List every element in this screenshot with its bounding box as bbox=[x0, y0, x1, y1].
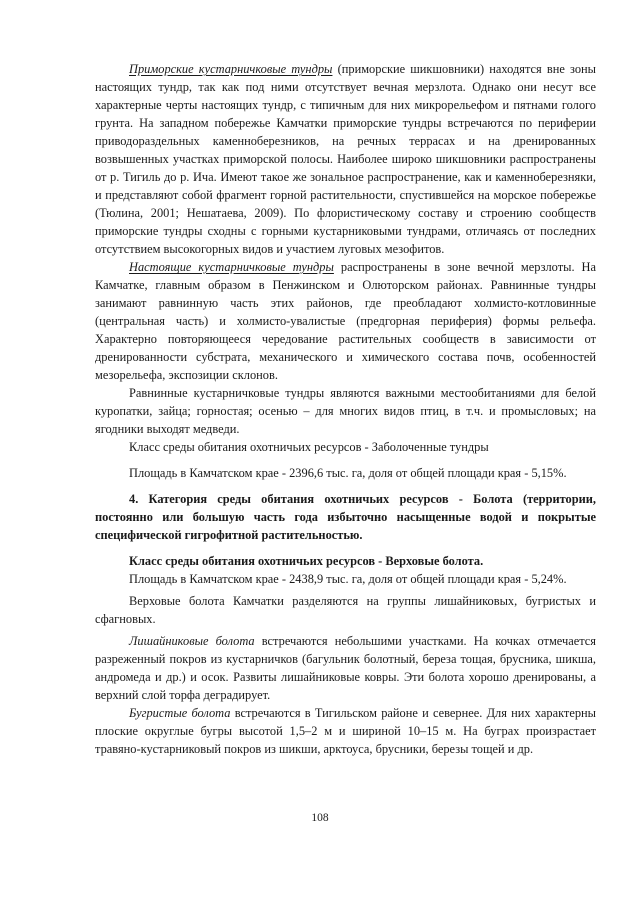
paragraph-coastal-tundra bbox=[95, 60, 596, 258]
paragraph-text: встречаются в Тигильском районе и севернее. Для них характерны плоские округлые бугры высотой 1,5–2 м и шириной 10–15 м. На буграх произрастает травяно-кустарниковый покров из шикши, арктоуса, брусники, березы тощей и др. bbox=[95, 706, 596, 756]
paragraph-hummocky-bogs bbox=[95, 704, 596, 758]
paragraph-text: распространены в зоне вечной мерзлоты. На Камчатке, главным образом в Пенжинском и Олюторском районах. Равнинные тундры занимают равнинную часть этих районов, где преобладают холмисто-котловинные (центральная часть) и холмисто-увалистые (предгорная периферия) формы рельефа. Характерно повторяющееся чередование растительных сообществ в зависимости от дренированности субстрата, механического и химического состава почв, особенностей мезорельефа, экспозиции склонов. bbox=[95, 260, 596, 382]
paragraph-text: (приморские шикшовники) находятся вне зоны настоящих тундр, так как под ними отсутствует вечная мерзлота. Однако они несут все характерные черты настоящих тундр, с типичным для них микрорельефом и пятнами голого грунта. На западном побережье Камчатки приморские тундры встречаются по периферии приводораздельных каменноберезников, на речных террасах и на дренированных возвышенных участках приморской полосы. Наиболее широко шикшовники распространены от р. Тигиль до р. Ича. Имеют такое же зональное распространение, как и каменноберезняки, и представляют собой фрагмент горной растительности, спустившейся на морское побережье (Тюлина, 2001; Нешатаева, 2009). По флористическому составу и строению сообществ приморские тундры сходны с горными кустарниковыми тундрами, отличаясь от последних отсутствием высокогорных видов и участием луговых мезофитов. bbox=[95, 62, 597, 256]
term-coastal-shrub-tundra: Приморские кустарничковые тундры bbox=[129, 62, 333, 76]
paragraph-true-tundra bbox=[95, 258, 596, 384]
page-number: 108 bbox=[311, 812, 329, 824]
habitat-class-swampy-tundra: Класс среды обитания охотничьих ресурсов - Заболоченные тундры bbox=[129, 440, 489, 454]
category-heading-bogs: 4. Категория среды обитания охотничьих ресурсов - Болота (территории, постоянно или большую часть года избыточно насыщенные водой и покрытые специфической гигрофитной растительностью. bbox=[95, 492, 596, 542]
paragraph-lichen-bogs bbox=[95, 632, 596, 704]
paragraph-raised-bog-groups: Верховые болота Камчатки разделяются на группы лишайниковых, бугристых и сфагновых. bbox=[95, 594, 596, 626]
paragraph-text: встречаются небольшими участками. На кочках отмечается разреженный покров из кустарничков (багульник болотный, береза тощая, брусника, шикша, андромеда и др.) и осок. Развиты лишайниковые ковры. Эти болота хорошо дренированы, а верхний слой торфа деградирует. bbox=[95, 634, 596, 702]
area-swampy-tundra: Площадь в Камчатском крае - 2396,6 тыс. га, доля от общей площади края - 5,15%. bbox=[129, 466, 567, 480]
area-raised-bogs: Площадь в Камчатском крае - 2438,9 тыс. га, доля от общей площади края - 5,24%. bbox=[129, 572, 567, 586]
term-true-shrub-tundra: Настоящие кустарничковые тундры bbox=[129, 260, 334, 274]
term-lichen-bogs: Лишайниковые болота bbox=[129, 634, 255, 648]
habitat-class-raised-bogs: Класс среды обитания охотничьих ресурсов - Верховые болота. bbox=[129, 554, 484, 568]
paragraph-habitat-importance: Равнинные кустарничковые тундры являются важными местообитаниями для белой куропатки, зайца; горностая; осенью – для многих видов птиц, в т.ч. и промысловых; на ягодники выходят медведи. bbox=[95, 386, 596, 436]
page-body bbox=[95, 60, 596, 758]
term-hummocky-bogs: Бугристые болота bbox=[129, 706, 231, 720]
